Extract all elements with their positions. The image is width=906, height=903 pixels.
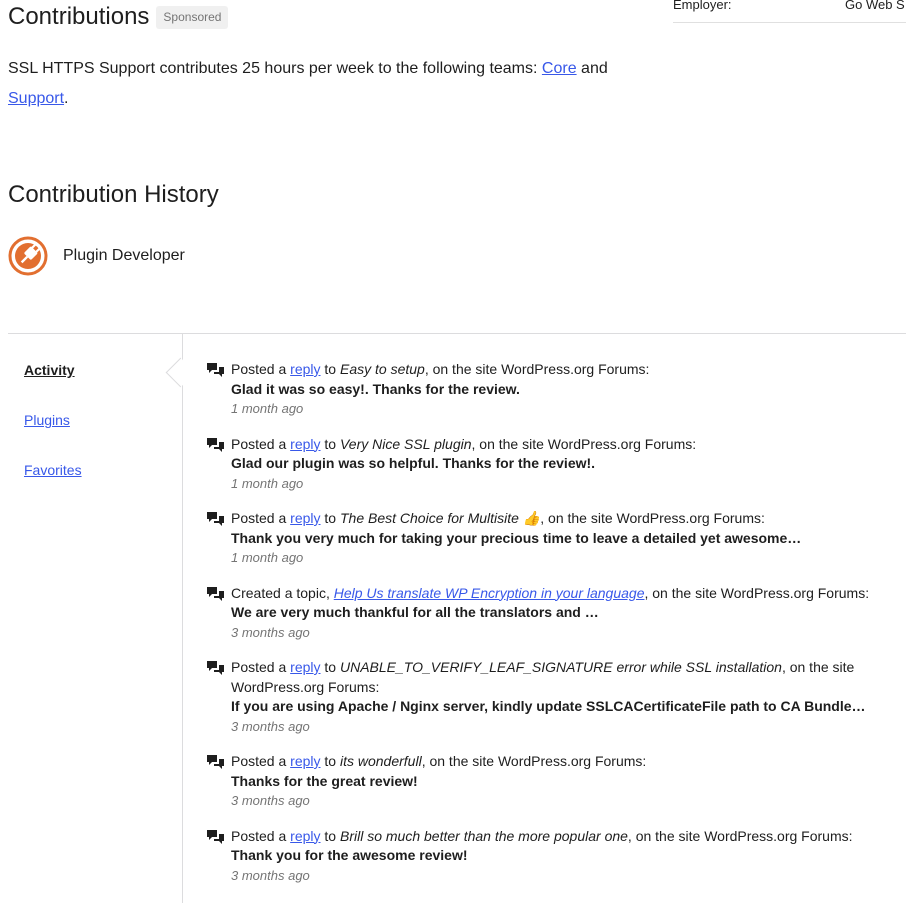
contributions-text-mid: and — [576, 60, 608, 77]
activity-suffix: , on the site WordPress.org Forums: — [231, 659, 855, 695]
activity-time: 3 months ago — [231, 718, 310, 734]
activity-suffix: , on the site WordPress.org Forums: — [644, 584, 870, 601]
activity-time: 1 month ago — [231, 550, 304, 565]
activity-time: 1 month ago — [231, 401, 304, 416]
activity-meta — [231, 436, 696, 452]
activity-mid: to — [320, 753, 340, 769]
activity-link[interactable]: reply — [290, 361, 321, 377]
activity-meta — [231, 659, 854, 695]
activity-topic: Very Nice SSL plugin — [339, 435, 472, 452]
activity-time: 3 months ago — [231, 867, 310, 883]
activity-mid: to — [320, 361, 340, 377]
activity-excerpt: We are very much thankful for all the translators and … — [231, 604, 599, 620]
plugin-developer-label: Plugin Developer — [63, 247, 185, 264]
contributions-heading — [8, 1, 228, 33]
activity-topic: its wonderfull — [339, 753, 422, 769]
activity-link[interactable]: Help Us translate WP Encryption in your language — [333, 584, 645, 601]
activity-time: 1 month ago — [231, 475, 304, 491]
activity-link[interactable]: reply — [290, 827, 321, 844]
employer-value: Go Web S — [845, 0, 905, 12]
activity-mid: to — [320, 435, 340, 452]
activity-prefix: Posted a — [231, 510, 291, 526]
activity-meta — [231, 361, 649, 377]
sponsored-badge: Sponsored — [156, 6, 228, 29]
contribution-history-title: Contribution History — [8, 181, 219, 208]
contributions-title: Contributions — [8, 3, 150, 30]
nav-plugins[interactable]: Plugins — [24, 412, 70, 428]
team-link-support[interactable]: Support — [8, 90, 65, 107]
activity-feed — [206, 360, 906, 885]
employer-row — [673, 0, 906, 23]
activity-item — [206, 360, 906, 419]
contributions-text-end: . — [64, 90, 69, 107]
activity-excerpt: Glad it was so easy!. Thanks for the review. — [231, 380, 520, 397]
activity-prefix: Posted a — [231, 361, 291, 377]
activity-meta — [231, 585, 869, 601]
activity-mid: to — [320, 659, 340, 675]
activity-topic: The Best Choice for Multisite 👍 — [339, 510, 541, 526]
activity-topic: Brill so much better than the more popular one — [339, 827, 628, 844]
activity-link[interactable]: reply — [290, 753, 321, 769]
activity-meta — [231, 753, 646, 769]
contributions-text — [8, 54, 628, 114]
activity-meta — [231, 510, 765, 526]
forum-icon — [206, 362, 225, 379]
activity-prefix: Posted a — [231, 753, 291, 769]
activity-item — [206, 658, 906, 736]
activity-excerpt: Thank you very much for taking your precious time to leave a detailed yet awesome… — [231, 529, 802, 546]
activity-suffix: , on the site WordPress.org Forums: — [421, 753, 647, 769]
activity-item — [206, 584, 906, 643]
activity-suffix: , on the site WordPress.org Forums: — [424, 361, 650, 377]
activity-link[interactable]: reply — [290, 510, 321, 526]
nav-favorites[interactable]: Favorites — [24, 462, 82, 478]
activity-item — [206, 752, 906, 811]
activity-suffix: , on the site WordPress.org Forums: — [471, 435, 697, 452]
plugin-developer-icon — [8, 236, 48, 276]
activity-excerpt: Thanks for the great review! — [231, 772, 418, 789]
activity-time: 3 months ago — [231, 793, 310, 808]
profile-side-nav — [8, 334, 183, 903]
activity-mid: to — [320, 827, 340, 844]
activity-item — [206, 509, 906, 568]
forum-icon — [206, 660, 225, 677]
employer-label: Employer: — [673, 0, 732, 12]
nav-active-arrow — [166, 358, 196, 388]
activity-item — [206, 435, 906, 494]
activity-prefix: Posted a — [231, 659, 291, 675]
activity-topic: Easy to setup — [339, 361, 425, 377]
activity-excerpt: If you are using Apache / Nginx server, kindly update SSLCACertificateFile path to CA Bundle… — [231, 698, 866, 714]
forum-icon — [206, 829, 225, 846]
activity-prefix: Created a topic, — [231, 584, 334, 601]
plugin-developer-badge — [8, 236, 185, 276]
activity-item — [206, 827, 906, 886]
nav-activity[interactable]: Activity — [24, 362, 75, 378]
activity-suffix: , on the site WordPress.org Forums: — [627, 827, 853, 844]
activity-topic: UNABLE_TO_VERIFY_LEAF_SIGNATURE error while SSL installation — [339, 659, 782, 675]
team-link-core[interactable]: Core — [541, 60, 577, 77]
forum-icon — [206, 437, 225, 454]
activity-mid: to — [320, 510, 340, 526]
forum-icon — [206, 511, 225, 528]
activity-suffix: , on the site WordPress.org Forums: — [540, 510, 765, 526]
activity-prefix: Posted a — [231, 827, 291, 844]
contributions-text-before: SSL HTTPS Support contributes 25 hours per week to the following teams: — [8, 60, 542, 77]
activity-meta — [231, 828, 853, 844]
activity-time: 3 months ago — [231, 624, 310, 640]
activity-link[interactable]: reply — [290, 435, 321, 452]
activity-link[interactable]: reply — [290, 659, 321, 675]
activity-excerpt: Thank you for the awesome review! — [231, 847, 468, 863]
forum-icon — [206, 754, 225, 771]
forum-icon — [206, 586, 225, 603]
activity-prefix: Posted a — [231, 435, 291, 452]
activity-excerpt: Glad our plugin was so helpful. Thanks for the review!. — [231, 455, 596, 471]
